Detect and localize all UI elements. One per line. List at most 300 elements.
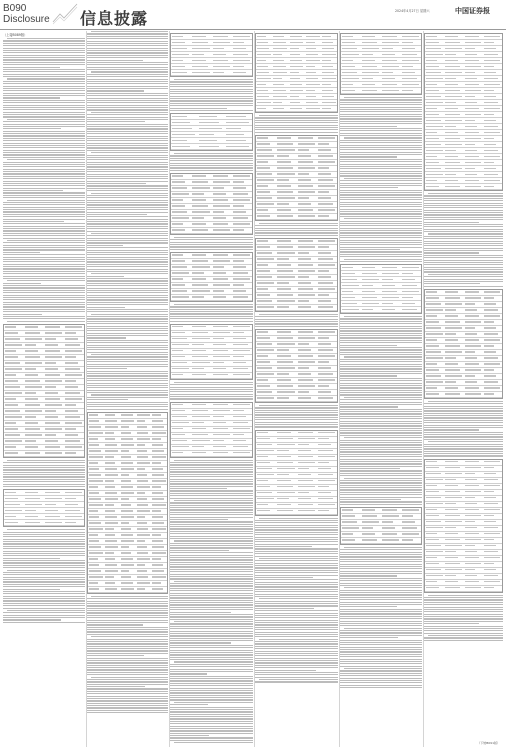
text-line [424, 283, 480, 284]
text-line [87, 684, 168, 685]
table-cell [342, 297, 355, 298]
text-line [340, 411, 422, 412]
text-line [3, 166, 85, 167]
text-line [170, 680, 253, 681]
table-cell [426, 339, 437, 340]
text-line [255, 532, 338, 533]
text-line [87, 290, 168, 291]
table-cell [465, 497, 476, 498]
table-cell [402, 309, 417, 310]
table-cell [465, 321, 481, 322]
table-cell [277, 438, 292, 439]
text-line [170, 483, 253, 484]
table-cell [257, 42, 268, 43]
table-cell [25, 428, 40, 429]
table-cell [25, 510, 36, 511]
text-line [259, 639, 338, 640]
text-line [87, 197, 168, 198]
text-line [255, 419, 338, 420]
table-cell [465, 60, 479, 61]
text-line [91, 273, 168, 274]
text-line [255, 125, 338, 126]
text-line [340, 673, 422, 674]
text-line [340, 149, 422, 150]
table-cell [298, 474, 311, 475]
table-cell [484, 521, 497, 522]
table-cell [465, 333, 478, 334]
table-cell [257, 137, 268, 138]
table-row [171, 228, 252, 234]
table-cell [445, 533, 458, 534]
table-cell [257, 215, 270, 216]
text-line [3, 107, 85, 108]
table-cell [233, 422, 248, 423]
text-line [87, 399, 128, 400]
table-cell [402, 515, 413, 516]
table-cell [257, 385, 270, 386]
table-cell [342, 60, 353, 61]
table-cell [484, 90, 495, 91]
table-cell [382, 297, 399, 298]
text-line [340, 635, 422, 636]
text-line [87, 64, 168, 65]
table-cell [5, 504, 20, 505]
text-line [170, 521, 253, 522]
text-line [424, 436, 503, 437]
text-line [340, 623, 422, 624]
table-cell [45, 356, 62, 357]
table-cell [121, 582, 133, 583]
text-line [87, 321, 168, 322]
text-line [3, 591, 85, 592]
table-cell [445, 297, 459, 298]
column-4-text-block-b [255, 223, 338, 236]
text-line [3, 50, 85, 51]
text-line [340, 171, 422, 172]
table-cell [465, 132, 479, 133]
text-line [170, 666, 253, 667]
table-cell [445, 509, 458, 510]
text-line [424, 448, 503, 449]
table-cell [89, 486, 98, 487]
text-line [3, 541, 85, 542]
table-cell [298, 143, 315, 144]
table-cell [298, 444, 309, 445]
table-cell [445, 557, 458, 558]
table-cell [465, 72, 476, 73]
table-cell [322, 60, 331, 61]
table-cell [226, 140, 246, 141]
table-cell [5, 368, 22, 369]
text-line [340, 578, 422, 579]
table-cell [257, 54, 271, 55]
table-cell [465, 381, 478, 382]
table-cell [426, 393, 439, 394]
text-line [91, 233, 168, 234]
text-line [3, 304, 85, 305]
text-line [340, 678, 422, 679]
table-cell [277, 510, 292, 511]
text-line [3, 465, 85, 466]
table-cell [105, 432, 114, 433]
table-cell [65, 392, 80, 393]
text-line [87, 703, 168, 704]
text-line [87, 98, 168, 99]
table-cell [362, 539, 377, 540]
text-line [3, 306, 85, 307]
text-line [424, 257, 503, 258]
text-line [87, 392, 168, 393]
table-cell [65, 338, 78, 339]
text-line [174, 79, 253, 80]
text-line [170, 165, 253, 166]
table-cell [172, 72, 187, 73]
text-line [87, 124, 168, 125]
text-line [255, 655, 338, 656]
text-line [170, 723, 253, 724]
text-line [340, 192, 422, 193]
text-line [344, 397, 422, 398]
table-cell [25, 440, 36, 441]
text-line [87, 406, 168, 407]
table-cell [89, 480, 102, 481]
table-cell [298, 385, 315, 386]
text-line [3, 100, 85, 101]
table-cell [65, 504, 78, 505]
table-cell [426, 587, 439, 588]
text-line [87, 669, 168, 670]
text-line [87, 650, 168, 651]
text-line [87, 93, 168, 94]
table-cell [382, 527, 395, 528]
column-3-table-d [170, 252, 253, 302]
table-cell [45, 386, 56, 387]
text-line [424, 415, 503, 416]
table-cell [298, 197, 309, 198]
table-cell [5, 410, 20, 411]
table-cell [465, 48, 476, 49]
table-cell [382, 42, 399, 43]
text-line [87, 245, 123, 246]
text-line [340, 326, 422, 327]
table-cell [277, 161, 290, 162]
table-cell [121, 474, 130, 475]
table-cell [213, 350, 228, 351]
text-line [340, 202, 422, 203]
text-line [87, 38, 168, 39]
table-cell [318, 300, 331, 301]
table-cell [137, 552, 149, 553]
text-line [424, 413, 503, 414]
table-cell [25, 338, 42, 339]
text-line [87, 330, 168, 331]
table-cell [226, 116, 246, 117]
table-cell [152, 420, 162, 421]
text-line [340, 501, 422, 502]
text-line [428, 401, 503, 402]
text-line [255, 120, 338, 121]
table-cell [65, 446, 82, 447]
text-line [170, 396, 253, 397]
text-line [87, 257, 168, 258]
text-line [3, 608, 85, 609]
table-cell [298, 300, 309, 301]
table-cell [105, 558, 115, 559]
table-cell [213, 332, 230, 333]
table-cell [426, 144, 440, 145]
table-cell [318, 294, 329, 295]
text-line [424, 271, 503, 272]
table-cell [465, 120, 476, 121]
table-cell [89, 456, 102, 457]
table-cell [137, 468, 146, 469]
text-line [340, 166, 422, 167]
table-cell [298, 355, 313, 356]
table-cell [277, 300, 294, 301]
text-line [87, 629, 168, 630]
text-line [255, 414, 338, 415]
table-cell [402, 54, 417, 55]
table-cell [213, 344, 226, 345]
table-cell [25, 332, 40, 333]
table-cell [137, 570, 147, 571]
table-cell [484, 569, 497, 570]
table-cell [199, 140, 217, 141]
text-line [424, 205, 503, 206]
table-cell [213, 356, 230, 357]
table-cell [277, 282, 288, 283]
table-cell [445, 339, 458, 340]
table-cell [484, 54, 498, 55]
table-cell [445, 551, 456, 552]
table-cell [257, 474, 274, 475]
table-cell [306, 54, 318, 55]
table-cell [45, 332, 62, 333]
table-cell [233, 284, 244, 285]
text-line [7, 280, 85, 281]
table-cell [277, 504, 290, 505]
table-cell [465, 375, 476, 376]
table-cell [172, 42, 185, 43]
table-cell [318, 391, 331, 392]
text-line [87, 107, 168, 108]
text-line [340, 604, 422, 605]
table-cell [362, 521, 379, 522]
text-line [340, 194, 422, 195]
text-line [87, 133, 168, 134]
table-cell [213, 217, 226, 218]
table-cell [89, 414, 98, 415]
text-line [424, 217, 503, 218]
table-row [171, 451, 252, 457]
text-line [87, 608, 168, 609]
text-line [340, 364, 422, 365]
text-line [87, 185, 168, 186]
text-line [3, 143, 85, 144]
table-cell [172, 344, 189, 345]
table-cell [65, 434, 78, 435]
table-cell [362, 42, 377, 43]
table-cell [465, 479, 478, 480]
table-cell [152, 546, 164, 547]
table-cell [137, 426, 147, 427]
text-line [340, 387, 422, 388]
table-cell [233, 410, 244, 411]
table-cell [172, 128, 192, 129]
text-line [340, 190, 422, 191]
table-cell [89, 462, 98, 463]
table-cell [426, 497, 440, 498]
table-cell [277, 456, 290, 457]
text-line [87, 250, 168, 251]
table-cell [257, 288, 268, 289]
text-line [87, 88, 168, 89]
table-cell [121, 522, 130, 523]
column-4-text-block-e [255, 518, 338, 683]
table-cell [233, 254, 250, 255]
column-4-table-c [255, 238, 338, 312]
table-cell [121, 426, 130, 427]
text-line [340, 682, 422, 683]
table-cell [45, 422, 60, 423]
text-line [3, 43, 85, 44]
table-cell [192, 181, 207, 182]
table-cell [322, 102, 336, 103]
table-cell [89, 468, 99, 469]
text-line [340, 204, 422, 205]
table-row [171, 373, 252, 379]
text-line [170, 108, 227, 109]
table-cell [484, 563, 495, 564]
table-cell [273, 42, 285, 43]
text-line [340, 330, 422, 331]
table-cell [89, 474, 101, 475]
text-line [170, 167, 253, 168]
text-line [344, 587, 422, 588]
table-cell [213, 272, 226, 273]
column-1-text-block-b [3, 460, 85, 487]
text-line [255, 594, 338, 595]
table-cell [105, 588, 117, 589]
text-line [3, 593, 85, 594]
table-cell [257, 349, 274, 350]
table-cell [402, 36, 419, 37]
table-cell [318, 252, 331, 253]
table-row [171, 70, 252, 76]
table-cell [5, 510, 22, 511]
text-line [87, 323, 168, 324]
text-line [3, 57, 85, 58]
text-line [424, 248, 503, 249]
table-cell [89, 432, 102, 433]
text-line [3, 551, 85, 552]
text-line [7, 321, 85, 322]
text-line [424, 630, 503, 631]
table-cell [465, 491, 481, 492]
text-line [87, 231, 168, 232]
table-cell [465, 168, 476, 169]
text-line [87, 76, 168, 77]
table-cell [484, 144, 497, 145]
text-line [259, 679, 338, 680]
table-cell [445, 581, 458, 582]
table-cell [426, 60, 437, 61]
text-line [3, 219, 85, 220]
table-cell [277, 379, 290, 380]
table-cell [342, 48, 357, 49]
text-line [170, 576, 253, 577]
text-line [3, 257, 85, 258]
table-cell [5, 356, 18, 357]
text-line [424, 417, 503, 418]
table-cell [213, 223, 228, 224]
table-cell [298, 270, 315, 271]
text-line [87, 131, 168, 132]
text-line [424, 602, 503, 603]
text-line [255, 548, 338, 549]
text-line [424, 410, 503, 411]
text-line [7, 78, 85, 79]
table-cell [426, 515, 439, 516]
text-line [87, 681, 168, 682]
text-line [87, 309, 168, 310]
text-line [170, 398, 253, 399]
text-line [87, 100, 168, 101]
table-cell [426, 545, 440, 546]
table-cell [172, 356, 185, 357]
table-cell [298, 240, 313, 241]
text-line [3, 185, 85, 186]
table-cell [192, 211, 209, 212]
table-cell [382, 60, 397, 61]
table-cell [465, 150, 478, 151]
table-cell [45, 344, 58, 345]
table-cell [298, 215, 315, 216]
table-cell [277, 215, 292, 216]
text-line [87, 598, 168, 599]
text-line [87, 345, 168, 346]
text-line [3, 302, 85, 303]
table-cell [172, 205, 185, 206]
text-line [340, 651, 422, 652]
table-cell [362, 54, 373, 55]
text-line [340, 447, 422, 448]
text-line [3, 295, 85, 296]
table-cell [5, 362, 20, 363]
table-cell [484, 545, 497, 546]
text-line [170, 569, 253, 570]
table-cell [318, 179, 333, 180]
text-line [87, 378, 168, 379]
text-line [340, 661, 422, 662]
table-cell [484, 66, 495, 67]
table-cell [5, 492, 16, 493]
table-cell [277, 276, 294, 277]
text-line [428, 233, 503, 234]
table-cell [362, 279, 379, 280]
text-line [340, 256, 422, 257]
table-cell [257, 294, 270, 295]
table-cell [192, 229, 207, 230]
text-line [91, 394, 168, 395]
text-line [340, 390, 422, 391]
table-cell [342, 72, 357, 73]
text-line [340, 251, 422, 252]
table-cell [402, 66, 413, 67]
text-line [340, 368, 422, 369]
text-line [87, 176, 168, 177]
table-cell [298, 397, 311, 398]
